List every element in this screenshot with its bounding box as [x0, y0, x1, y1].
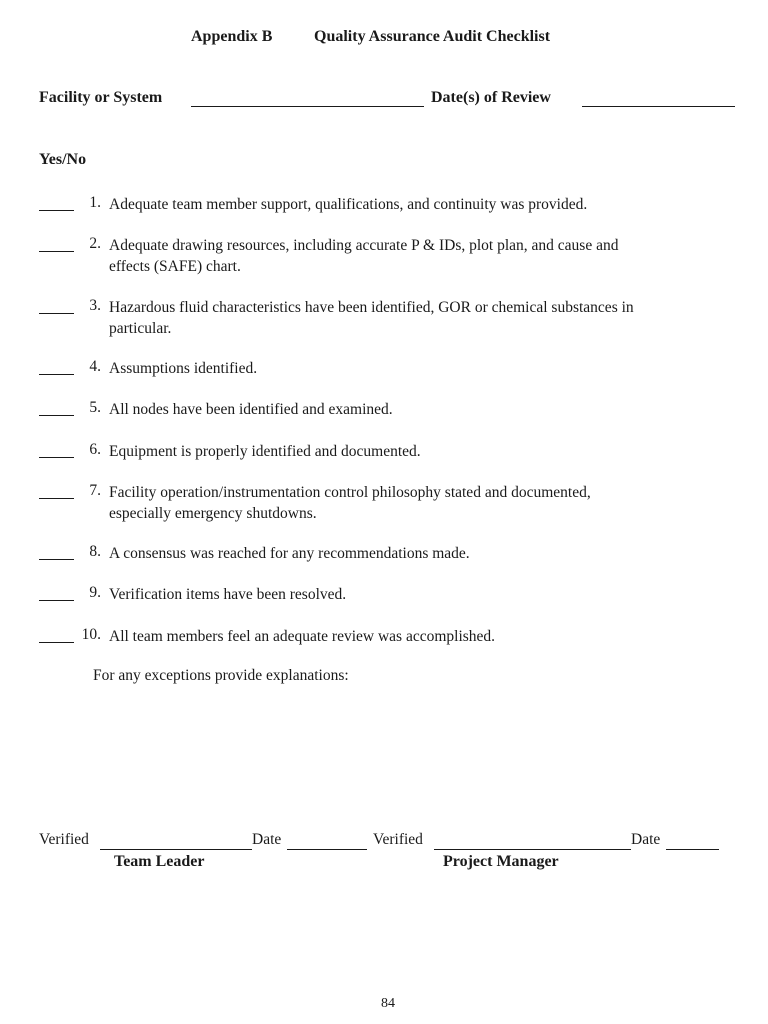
item-number: 6.	[89, 441, 101, 458]
item-text	[109, 543, 470, 564]
answer-blank[interactable]	[39, 642, 74, 643]
item-text	[109, 358, 257, 379]
exceptions-prompt: For any exceptions provide explanations:	[93, 667, 349, 684]
item-line: Adequate drawing resources, including accurate P & IDs, plot plan, and cause and	[109, 237, 619, 254]
item-number: 10.	[81, 626, 101, 643]
answer-blank[interactable]	[39, 251, 74, 252]
answer-blank[interactable]	[39, 210, 74, 211]
item-line: Adequate team member support, qualifications, and continuity was provided.	[109, 196, 588, 213]
item-number: 8.	[89, 543, 101, 560]
item-number: 4.	[89, 358, 101, 375]
item-line: especially emergency shutdowns.	[109, 505, 317, 522]
item-text	[109, 297, 634, 339]
project-manager-label: Project Manager	[443, 853, 559, 870]
answer-blank[interactable]	[39, 313, 74, 314]
item-line: All nodes have been identified and examined.	[109, 401, 393, 418]
project-manager-date-blank[interactable]	[666, 849, 719, 850]
date-label: Date	[252, 831, 282, 848]
answer-blank[interactable]	[39, 457, 74, 458]
answer-blank[interactable]	[39, 415, 74, 416]
item-line: Assumptions identified.	[109, 360, 258, 377]
item-number: 3.	[89, 297, 101, 314]
dates-blank[interactable]	[582, 106, 735, 107]
item-line: Verification items have been resolved.	[109, 586, 347, 603]
item-line: particular.	[109, 320, 172, 337]
item-line: Hazardous fluid characteristics have been identified, GOR or chemical substances in	[109, 299, 634, 316]
item-text	[109, 194, 587, 215]
answer-blank[interactable]	[39, 600, 74, 601]
item-text	[109, 626, 495, 647]
item-number: 9.	[89, 584, 101, 601]
appendix-label: Appendix B	[191, 28, 273, 45]
page-title: Quality Assurance Audit Checklist	[314, 28, 551, 45]
item-number: 5.	[89, 399, 101, 416]
item-number: 2.	[89, 235, 101, 252]
item-text	[109, 235, 618, 277]
item-text	[109, 441, 421, 462]
team-leader-date-blank[interactable]	[287, 849, 367, 850]
item-line: A consensus was reached for any recommendations made.	[109, 545, 470, 562]
project-manager-signature-blank[interactable]	[434, 849, 631, 850]
verified-label: Verified	[373, 831, 423, 848]
dates-label: Date(s) of Review	[431, 89, 551, 106]
facility-blank[interactable]	[191, 106, 424, 107]
answer-blank[interactable]	[39, 559, 74, 560]
item-line: Equipment is properly identified and documented.	[109, 443, 421, 460]
item-number: 1.	[89, 194, 101, 211]
exceptions-area[interactable]	[100, 700, 700, 810]
item-line: All team members feel an adequate review was accomplished.	[109, 628, 496, 645]
answer-blank[interactable]	[39, 498, 74, 499]
item-text	[109, 584, 346, 605]
page-number: 84	[381, 996, 395, 1011]
team-leader-label: Team Leader	[114, 853, 205, 870]
item-line: effects (SAFE) chart.	[109, 258, 241, 275]
item-line: Facility operation/instrumentation control philosophy stated and documented,	[109, 484, 591, 501]
answer-blank[interactable]	[39, 374, 74, 375]
item-text	[109, 482, 591, 524]
facility-label: Facility or System	[39, 89, 163, 106]
team-leader-signature-blank[interactable]	[100, 849, 252, 850]
yes-no-header: Yes/No	[39, 151, 87, 168]
item-number: 7.	[89, 482, 101, 499]
verified-label: Verified	[39, 831, 89, 848]
item-text	[109, 399, 393, 420]
date-label: Date	[631, 831, 661, 848]
